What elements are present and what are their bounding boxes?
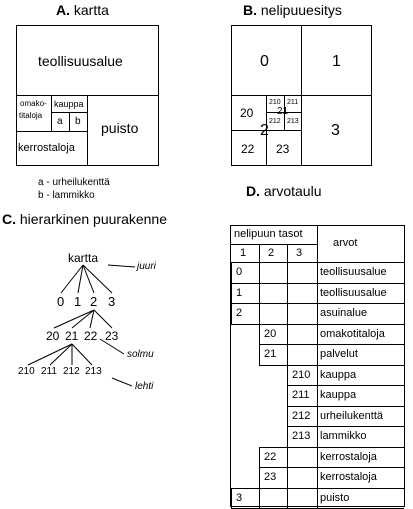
edge-2-23 bbox=[94, 310, 112, 328]
table-header-level-2: 2 bbox=[268, 247, 275, 259]
table-value-row-rule bbox=[317, 467, 404, 468]
edge-21-211 bbox=[50, 344, 72, 365]
pointer-lehti bbox=[112, 378, 132, 386]
table-value-row-rule bbox=[317, 447, 404, 448]
table-level-row-top-rule bbox=[287, 406, 317, 407]
section-c-title-text: hierarkinen puurakenne bbox=[19, 211, 167, 227]
table-value-row-rule bbox=[317, 344, 404, 345]
tree-label-lehti: lehti bbox=[135, 381, 154, 392]
section-a-title-text: kartta bbox=[73, 2, 109, 18]
table-level-cell-rule bbox=[259, 467, 260, 488]
quad-211: 211 bbox=[287, 99, 299, 106]
table-value-row-rule bbox=[317, 303, 404, 304]
table-value-cell: kauppa bbox=[320, 389, 357, 401]
map-label-b: b bbox=[75, 116, 81, 127]
table-level-inner-rule bbox=[287, 467, 288, 488]
table-level-cell: 1 bbox=[236, 286, 243, 299]
table-value-cell: teollisuusalue bbox=[320, 266, 387, 278]
table-value-row-rule bbox=[317, 365, 404, 366]
table-level-row-top-rule bbox=[231, 488, 317, 489]
table-level-cell-rule bbox=[259, 447, 260, 468]
edge-root-1 bbox=[78, 265, 83, 293]
table-value-row-rule bbox=[317, 385, 404, 386]
tree-node-211: 211 bbox=[41, 366, 57, 377]
table-level-inner-rule bbox=[287, 447, 288, 468]
table-header-col-rule-2 bbox=[287, 244, 288, 262]
quad-3: 3 bbox=[331, 122, 340, 139]
table-value-row-rule bbox=[317, 426, 404, 427]
edge-21-213 bbox=[72, 344, 92, 365]
tree-node-21: 21 bbox=[65, 329, 79, 343]
table-level-row-top-rule bbox=[231, 262, 317, 263]
section-b-title-text: nelipuuesitys bbox=[260, 2, 342, 18]
legend-a: a - urheilukenttä bbox=[38, 177, 110, 188]
table-value-cell: asuinalue bbox=[320, 307, 368, 319]
table-value-row-rule bbox=[317, 488, 404, 489]
tree-label-juuri: juuri bbox=[137, 261, 156, 272]
tree-node-213: 213 bbox=[85, 366, 102, 377]
tree-node-1: 1 bbox=[74, 294, 82, 309]
table-level-cell: 213 bbox=[292, 430, 311, 442]
table-level-cell-rule bbox=[287, 426, 288, 447]
table-level-row-top-rule bbox=[259, 344, 317, 345]
tree-label-solmu: solmu bbox=[127, 349, 154, 360]
quad-21: 21 bbox=[277, 106, 289, 117]
legend-b: b - lammikko bbox=[38, 190, 95, 201]
quad-22: 22 bbox=[241, 142, 255, 156]
table-value-cell: kauppa bbox=[320, 368, 357, 381]
map-label-a: a bbox=[57, 116, 63, 127]
table-level-cell: 21 bbox=[264, 348, 277, 360]
section-d-title bbox=[246, 183, 321, 199]
quad-2: 2 bbox=[260, 122, 269, 139]
table-level-cell-rule bbox=[259, 324, 260, 345]
tree-node-23: 23 bbox=[105, 329, 119, 343]
map-label-kerrostaloja: kerrostaloja bbox=[18, 142, 75, 154]
table-level-cell-rule bbox=[287, 365, 288, 386]
map-label-teollisuusalue: teollisuusalue bbox=[38, 53, 123, 69]
quad-23: 23 bbox=[276, 142, 290, 156]
table-value-cell: teollisuusalue bbox=[320, 286, 387, 299]
edge-21-210 bbox=[28, 344, 72, 365]
table-value-cell: urheilukenttä bbox=[320, 409, 383, 422]
map-label-kauppa: kauppa bbox=[54, 99, 84, 109]
edge-root-2 bbox=[83, 265, 94, 293]
section-d-letter: D. bbox=[246, 183, 260, 199]
table-value-row-rule bbox=[317, 406, 404, 407]
tree-node-0: 0 bbox=[57, 294, 65, 309]
tree-node-3: 3 bbox=[108, 294, 116, 309]
section-b-letter: B. bbox=[243, 2, 257, 18]
tree-node-20: 20 bbox=[46, 329, 60, 343]
section-d-title-text: arvotaulu bbox=[263, 183, 322, 199]
table-level-cell-rule bbox=[287, 385, 288, 406]
quad-0: 0 bbox=[260, 53, 269, 70]
quad-1: 1 bbox=[332, 53, 341, 70]
table-level-cell-rule bbox=[231, 303, 232, 324]
table-level-cell: 210 bbox=[292, 368, 311, 381]
table-level-cell-rule bbox=[231, 283, 232, 304]
edge-root-0 bbox=[61, 265, 83, 293]
table-level-inner-rule bbox=[259, 488, 260, 509]
section-c-letter: C. bbox=[2, 211, 16, 227]
table-value-col-rule bbox=[317, 226, 318, 508]
table-level-inner-rule bbox=[259, 283, 260, 304]
table-value-cell: kerrostaloja bbox=[320, 450, 377, 463]
table-level-inner-rule bbox=[287, 344, 288, 365]
table-value-row-rule bbox=[317, 283, 404, 284]
tree-node-2: 2 bbox=[90, 294, 98, 309]
table-header-values: arvot bbox=[333, 237, 358, 249]
map-label-puisto: puisto bbox=[101, 120, 139, 136]
map-label-titaloja: titaloja bbox=[19, 111, 43, 120]
table-level-cell-rule bbox=[231, 488, 232, 509]
tree-root: kartta bbox=[68, 251, 99, 265]
pointer-juuri bbox=[108, 265, 135, 267]
table-level-cell: 20 bbox=[264, 327, 277, 340]
table-header-level-1: 1 bbox=[240, 247, 247, 259]
table-level-inner-rule-2 bbox=[287, 303, 288, 324]
quad-210: 210 bbox=[269, 99, 281, 106]
table-header-col-rule-1 bbox=[259, 244, 260, 262]
table-level-cell: 22 bbox=[264, 450, 277, 463]
quad-20: 20 bbox=[240, 106, 254, 120]
table-level-cell-rule bbox=[287, 406, 288, 427]
table-level-row-top-rule bbox=[231, 303, 317, 304]
table-level-inner-rule bbox=[287, 324, 288, 345]
table-header-sub-rule bbox=[231, 244, 317, 245]
section-a-letter: A. bbox=[56, 2, 70, 18]
table-level-inner-rule-2 bbox=[287, 283, 288, 304]
edge-2-20 bbox=[54, 310, 94, 328]
table-level-row-top-rule bbox=[259, 447, 317, 448]
table-level-row-top-rule bbox=[259, 324, 317, 325]
table-level-inner-rule-2 bbox=[287, 488, 288, 509]
table-level-cell-rule bbox=[259, 344, 260, 365]
table-level-cell: 0 bbox=[236, 266, 243, 278]
table-level-inner-rule bbox=[259, 303, 260, 324]
tree-node-212: 212 bbox=[63, 366, 80, 377]
tree-node-210: 210 bbox=[18, 366, 35, 377]
table-value-cell: omakotitaloja bbox=[320, 327, 385, 340]
table-level-cell: 212 bbox=[292, 409, 311, 422]
table-level-inner-rule bbox=[259, 262, 260, 283]
table-level-inner-rule-2 bbox=[287, 262, 288, 283]
quad-213: 213 bbox=[287, 118, 299, 125]
table-level-row-top-rule bbox=[287, 365, 317, 366]
table-level-row-top-rule bbox=[287, 426, 317, 427]
table-value-cell: puisto bbox=[320, 491, 350, 504]
table-level-row-top-rule bbox=[259, 467, 317, 468]
table-value-cell: kerrostaloja bbox=[320, 471, 377, 483]
table-level-row-top-rule bbox=[287, 385, 317, 386]
edge-root-3 bbox=[83, 265, 112, 293]
table-level-cell: 2 bbox=[236, 307, 243, 319]
table-level-row-top-rule bbox=[231, 283, 317, 284]
table-header-levels: nelipuun tasot bbox=[234, 228, 303, 240]
table-level-cell-rule bbox=[231, 262, 232, 283]
table-level-cell: 211 bbox=[292, 389, 310, 401]
table-header-level-3: 3 bbox=[296, 247, 303, 259]
table-level-cell: 23 bbox=[264, 471, 277, 483]
table-level-cell: 3 bbox=[236, 491, 243, 504]
quad-212: 212 bbox=[269, 118, 281, 125]
table-value-cell: lammikko bbox=[320, 430, 367, 442]
table-value-row-rule bbox=[317, 324, 404, 325]
tree-node-22: 22 bbox=[84, 329, 98, 343]
table-value-cell: palvelut bbox=[320, 348, 358, 360]
map-label-omako: omako- bbox=[20, 99, 47, 108]
value-table bbox=[230, 225, 405, 507]
